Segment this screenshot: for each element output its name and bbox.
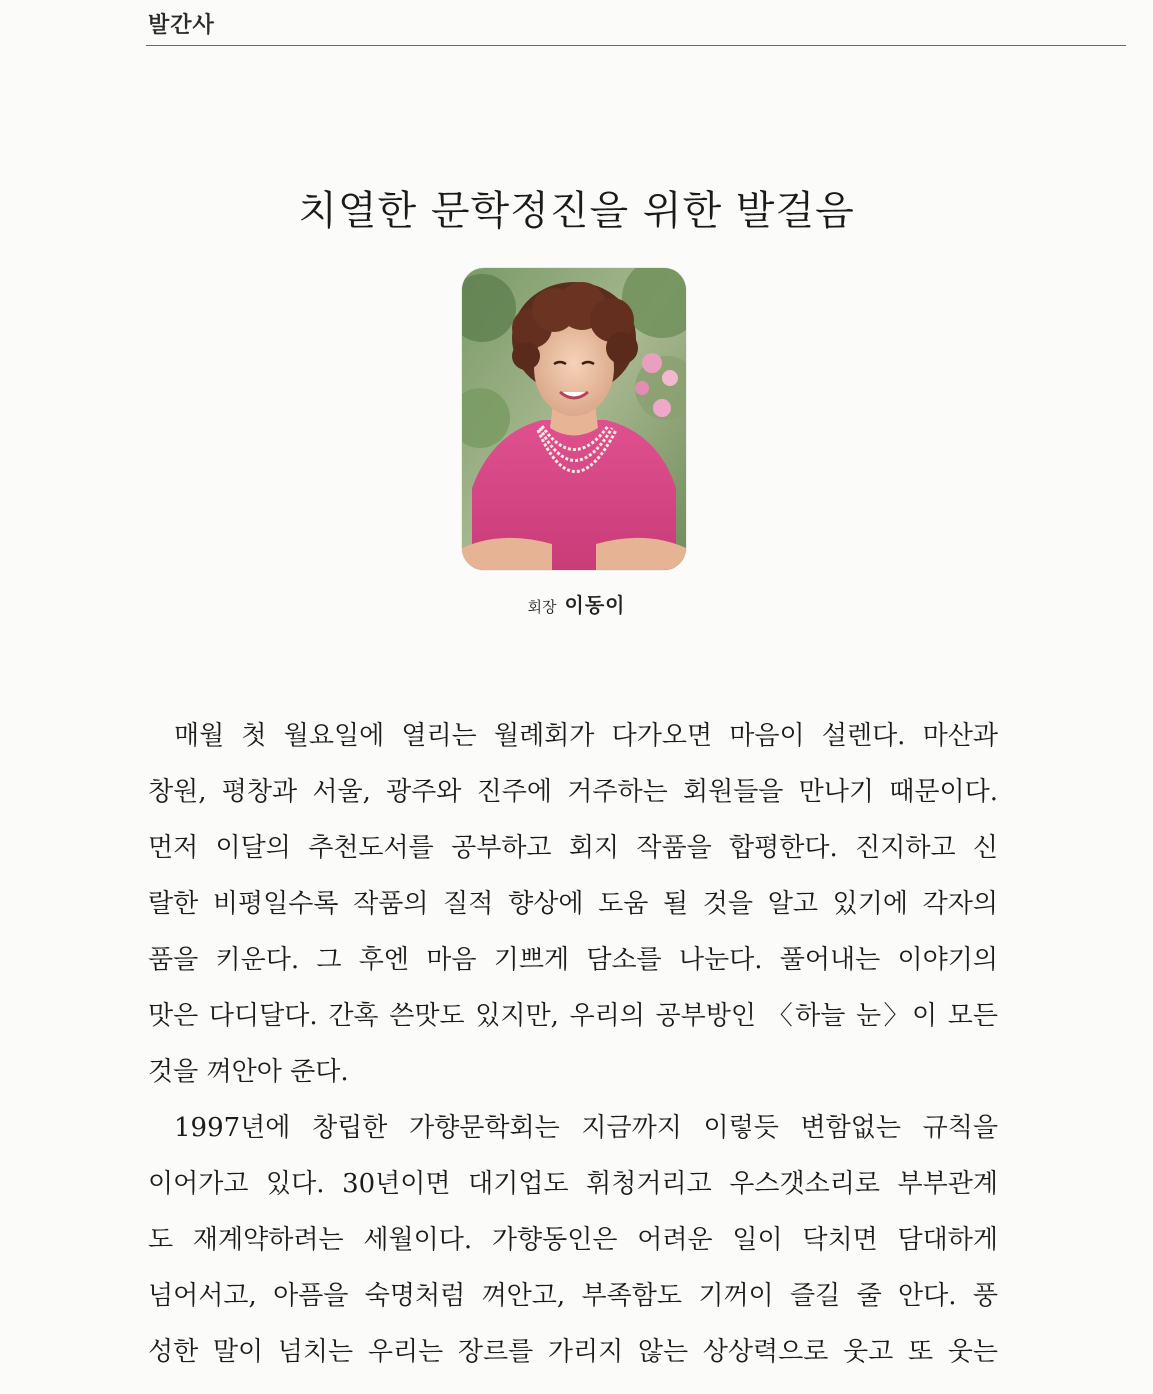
body-line: 이어가고 있다. 30년이면 대기업도 휘청거리고 우스갯소리로 부부관계 (148, 1169, 998, 1199)
body-line: 먼저 이달의 추천도서를 공부하고 회지 작품을 합평한다. 진지하고 신 (148, 833, 998, 863)
section-header: 발간사 (148, 13, 215, 38)
body-line: 도 재계약하려는 세월이다. 가향동인은 어려운 일이 닥치면 담대하게 (148, 1225, 998, 1255)
body-line: 랄한 비평일수록 작품의 질적 향상에 도움 될 것을 알고 있기에 각자의 (148, 889, 998, 919)
body-line: 맛은 다디달다. 간혹 쓴맛도 있지만, 우리의 공부방인 〈하늘 눈〉이 모든 (148, 1001, 998, 1031)
caption-name: 이동이 (564, 593, 626, 617)
body-line: 1997년에 창립한 가향문학회는 지금까지 이렇듯 변함없는 규칙을 (174, 1113, 998, 1143)
body-text (148, 708, 998, 1380)
article-title: 치열한 문학정진을 위한 발걸음 (298, 187, 855, 234)
body-line: 성한 말이 넘치는 우리는 장르를 가리지 않는 상상력으로 웃고 또 웃는 (148, 1337, 998, 1367)
body-line: 매월 첫 월요일에 열리는 월례회가 다가오면 마음이 설렌다. 마산과 (174, 721, 998, 751)
header-divider (146, 45, 1126, 46)
author-portrait (462, 268, 686, 570)
body-line: 품을 키운다. 그 후엔 마음 기쁘게 담소를 나눈다. 풀어내는 이야기의 (148, 945, 998, 975)
caption-role: 회장 (527, 598, 557, 616)
body-line: 것을 껴안아 준다. (148, 1057, 349, 1087)
body-line: 넘어서고, 아픔을 숙명처럼 껴안고, 부족함도 기꺼이 즐길 줄 안다. 풍 (148, 1281, 998, 1311)
portrait-caption (0, 589, 1153, 618)
body-line: 창원, 평창과 서울, 광주와 진주에 거주하는 회원들을 만나기 때문이다. (148, 777, 998, 807)
